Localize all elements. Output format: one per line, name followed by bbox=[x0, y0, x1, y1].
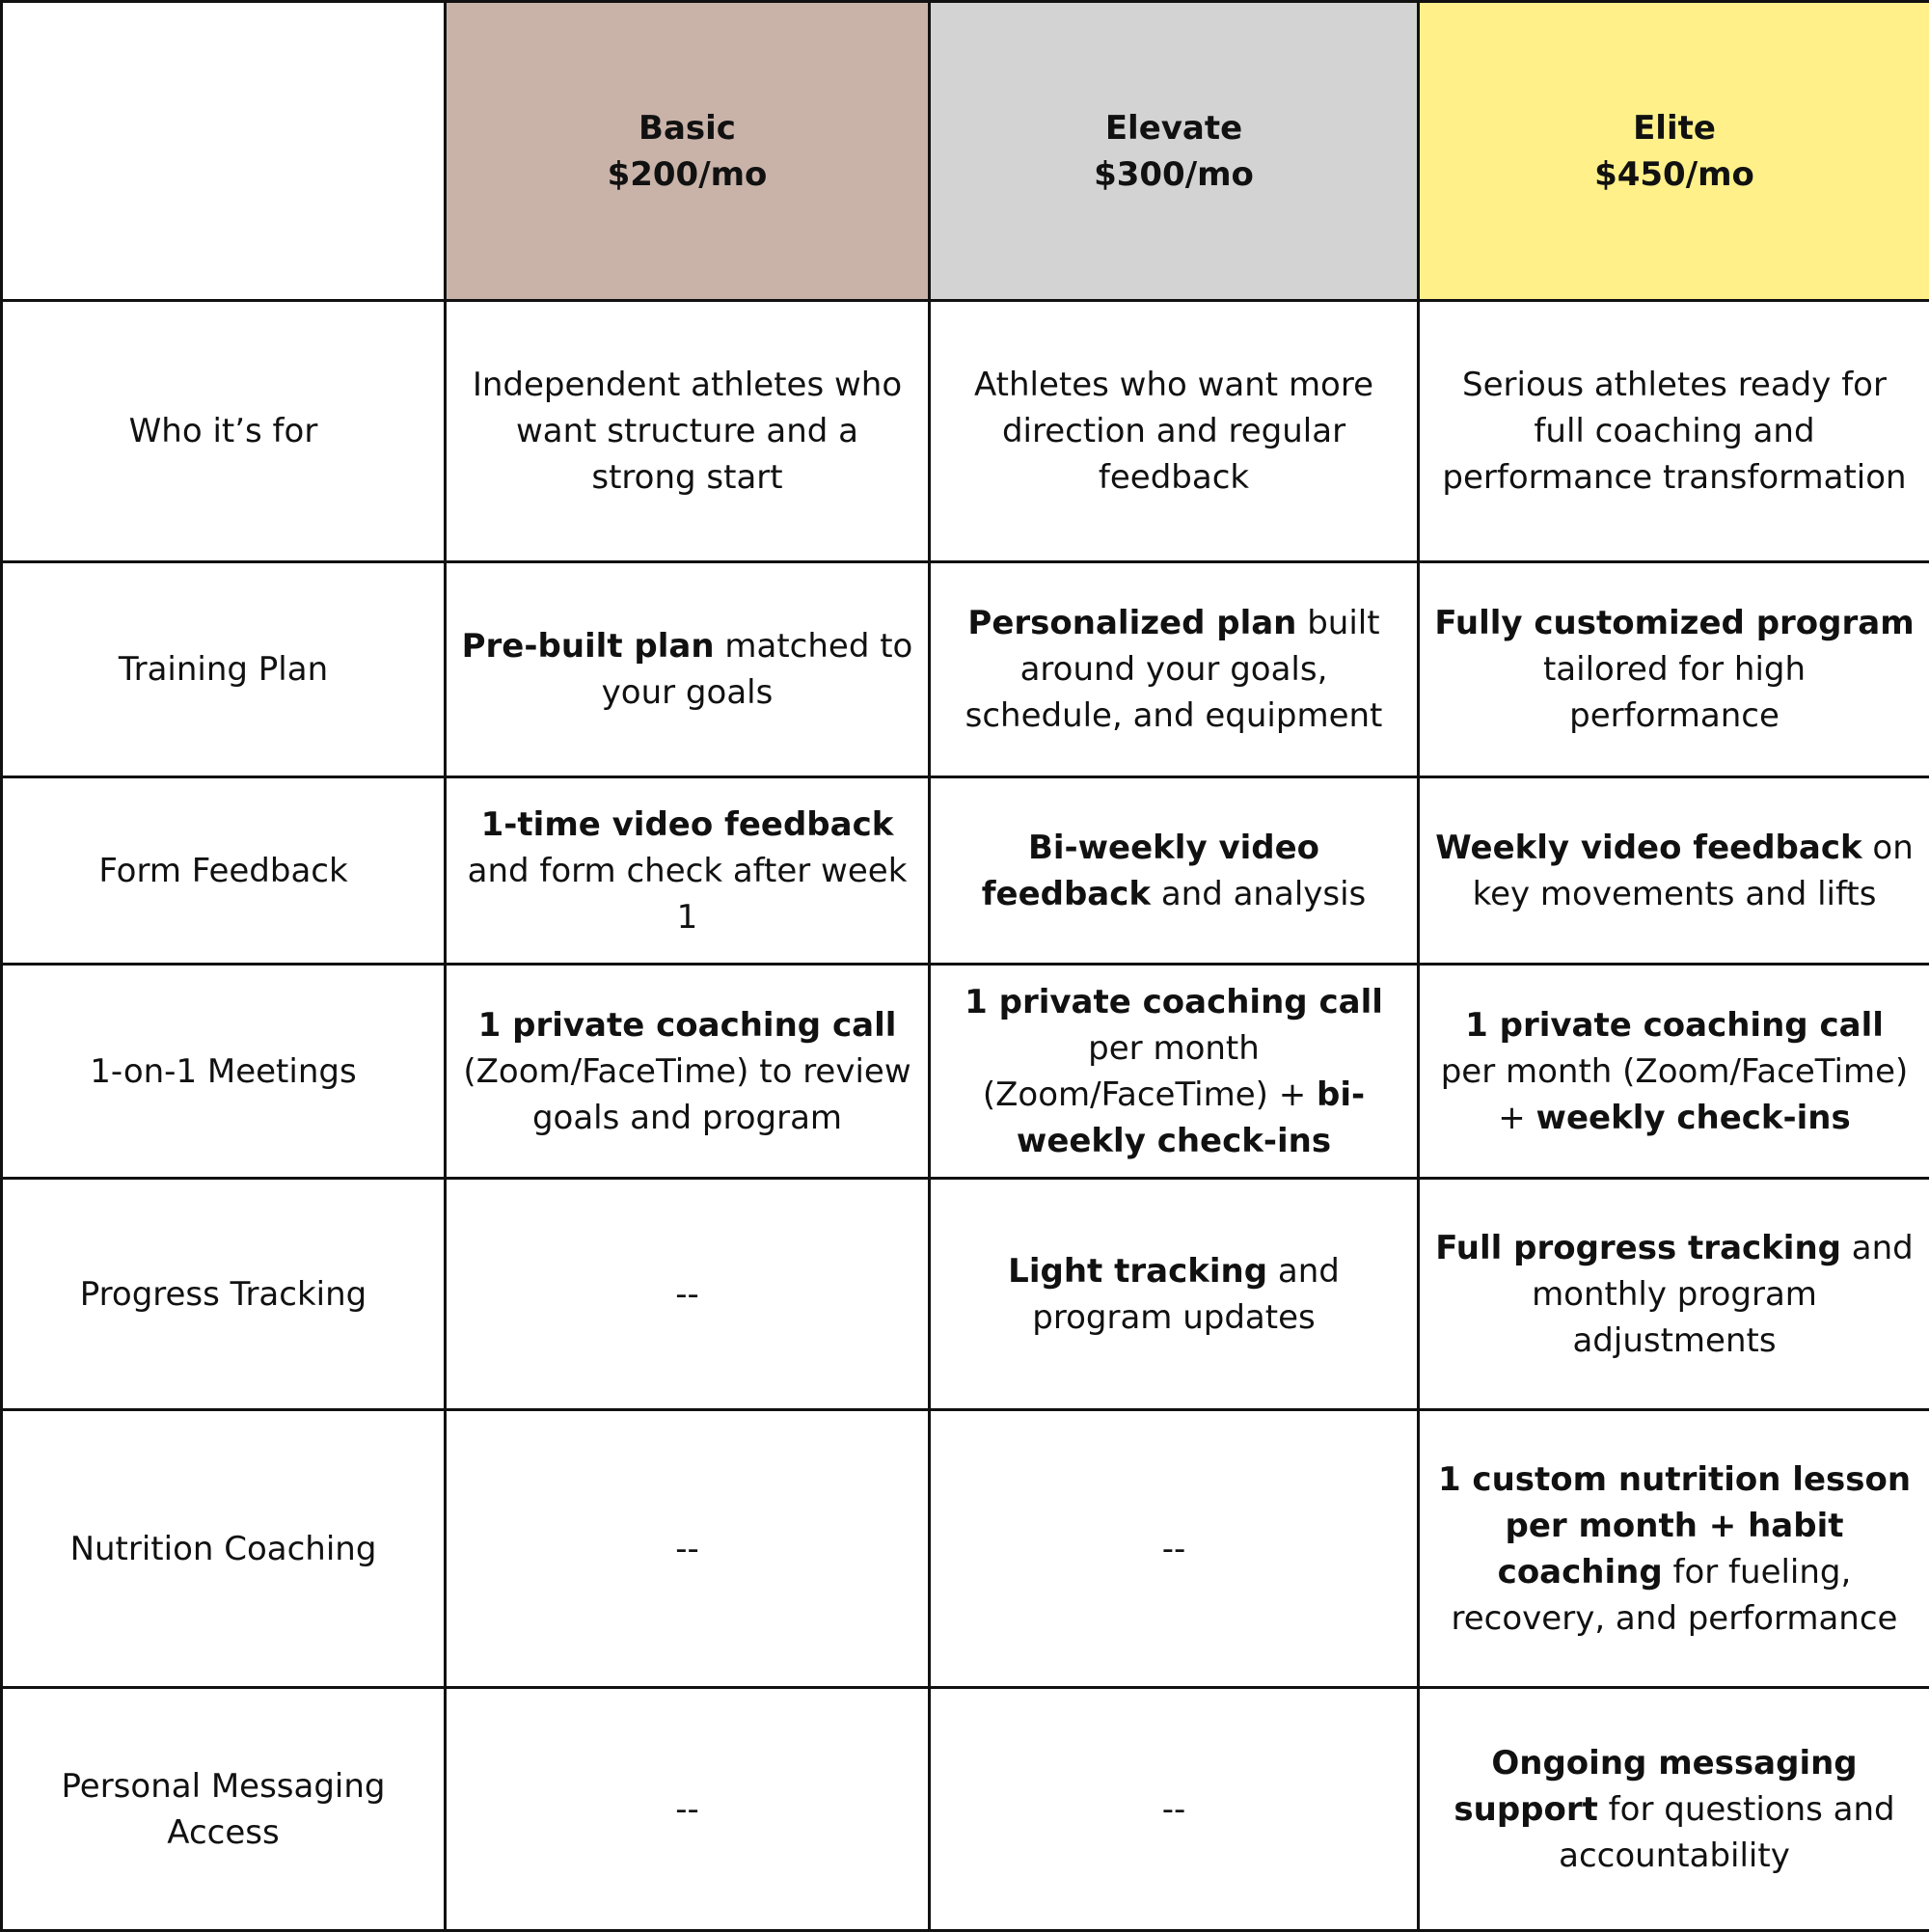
row-meetings bbox=[2, 965, 1929, 1179]
cell-training-elite-text: tailored for high performance bbox=[1543, 650, 1806, 735]
cell-nutrition-elite bbox=[1419, 1410, 1929, 1688]
tier-name-elevate: Elevate bbox=[944, 105, 1403, 151]
cell-meetings-elite-bold: 1 private coaching call bbox=[1465, 1006, 1884, 1045]
row-training-plan bbox=[2, 562, 1929, 777]
cell-form-elite-text: on key movements and lifts bbox=[1473, 829, 1914, 913]
header-corner-cell bbox=[2, 2, 446, 301]
cell-meetings-elevate-bold: 1 private coaching call bbox=[964, 983, 1383, 1021]
cell-messaging-elite bbox=[1419, 1688, 1929, 1931]
row-personal-messaging bbox=[2, 1688, 1929, 1931]
cell-progress-elevate-text: and program updates bbox=[1032, 1252, 1340, 1337]
cell-form-elevate-text: and analysis bbox=[1151, 875, 1366, 913]
cell-meetings-elite bbox=[1419, 965, 1929, 1179]
tier-header-row bbox=[2, 2, 1929, 301]
tier-name-basic: Basic bbox=[460, 105, 914, 151]
row-label-training-plan: Training Plan bbox=[2, 562, 446, 777]
row-nutrition-coaching bbox=[2, 1410, 1929, 1688]
cell-meetings-basic-text: (Zoom/FaceTime) to review goals and program bbox=[463, 1052, 910, 1137]
cell-meetings-elevate-text: per month (Zoom/FaceTime) + bbox=[983, 1029, 1317, 1114]
row-form-feedback bbox=[2, 777, 1929, 965]
cell-training-elite bbox=[1419, 562, 1929, 777]
cell-meetings-elite-text: per month (Zoom/FaceTime) + bbox=[1441, 1052, 1909, 1137]
cell-form-basic-bold: 1-time video feedback bbox=[481, 805, 894, 844]
tier-header-elite bbox=[1419, 2, 1929, 301]
row-progress-tracking bbox=[2, 1179, 1929, 1410]
cell-nutrition-basic: -- bbox=[446, 1410, 930, 1688]
cell-form-elevate-bold: Bi-weekly video feedback bbox=[982, 829, 1319, 913]
row-label-personal-messaging: Personal Messaging Access bbox=[2, 1688, 446, 1931]
tier-price-basic: $200/mo bbox=[460, 151, 914, 198]
tier-price-elevate: $300/mo bbox=[944, 151, 1403, 198]
cell-who-basic: Independent athletes who want structure and a strong start bbox=[446, 301, 930, 562]
cell-messaging-elevate: -- bbox=[930, 1688, 1419, 1931]
cell-progress-basic: -- bbox=[446, 1179, 930, 1410]
cell-messaging-elite-bold: Ongoing messaging support bbox=[1454, 1744, 1857, 1829]
cell-nutrition-elevate: -- bbox=[930, 1410, 1419, 1688]
cell-messaging-elite-text: for questions and accountability bbox=[1559, 1790, 1894, 1875]
cell-form-elevate bbox=[930, 777, 1419, 965]
cell-meetings-basic bbox=[446, 965, 930, 1179]
cell-training-basic-bold: Pre-built plan bbox=[462, 627, 715, 666]
cell-nutrition-elite-bold: 1 custom nutrition lesson per month + habit coaching bbox=[1438, 1460, 1911, 1592]
cell-progress-elite bbox=[1419, 1179, 1929, 1410]
cell-meetings-elevate-bold2: bi-weekly check-ins bbox=[1017, 1075, 1365, 1160]
cell-meetings-basic-bold: 1 private coaching call bbox=[478, 1006, 897, 1045]
row-label-meetings: 1-on-1 Meetings bbox=[2, 965, 446, 1179]
row-label-nutrition-coaching: Nutrition Coaching bbox=[2, 1410, 446, 1688]
cell-form-elite bbox=[1419, 777, 1929, 965]
row-label-form-feedback: Form Feedback bbox=[2, 777, 446, 965]
cell-training-basic bbox=[446, 562, 930, 777]
cell-form-elite-bold: Weekly video feedback bbox=[1435, 829, 1861, 867]
row-label-who-its-for: Who it’s for bbox=[2, 301, 446, 562]
tier-header-basic bbox=[446, 2, 930, 301]
row-who-its-for bbox=[2, 301, 1929, 562]
cell-progress-elite-bold: Full progress tracking bbox=[1435, 1229, 1841, 1267]
cell-meetings-elevate bbox=[930, 965, 1419, 1179]
cell-training-elevate-bold: Personalized plan bbox=[967, 604, 1296, 642]
tier-header-elevate bbox=[930, 2, 1419, 301]
cell-form-basic bbox=[446, 777, 930, 965]
cell-progress-elite-text: and monthly program adjustments bbox=[1532, 1229, 1914, 1360]
cell-messaging-basic: -- bbox=[446, 1688, 930, 1931]
cell-training-basic-text: matched to your goals bbox=[602, 627, 913, 712]
cell-meetings-elite-bold2: weekly check-ins bbox=[1536, 1099, 1851, 1137]
tier-name-elite: Elite bbox=[1433, 105, 1915, 151]
cell-form-basic-text: and form check after week 1 bbox=[468, 852, 908, 937]
tier-price-elite: $450/mo bbox=[1433, 151, 1915, 198]
cell-training-elite-bold: Fully customized program bbox=[1434, 604, 1914, 642]
cell-training-elevate bbox=[930, 562, 1419, 777]
cell-progress-elevate-bold: Light tracking bbox=[1008, 1252, 1267, 1291]
cell-who-elite: Serious athletes ready for full coaching and performance transformation bbox=[1419, 301, 1929, 562]
cell-nutrition-elite-text: for fueling, recovery, and performance bbox=[1452, 1553, 1898, 1638]
cell-who-elevate: Athletes who want more direction and regular feedback bbox=[930, 301, 1419, 562]
row-label-progress-tracking: Progress Tracking bbox=[2, 1179, 446, 1410]
cell-training-elevate-text: built around your goals, schedule, and equipment bbox=[965, 604, 1383, 735]
cell-progress-elevate bbox=[930, 1179, 1419, 1410]
